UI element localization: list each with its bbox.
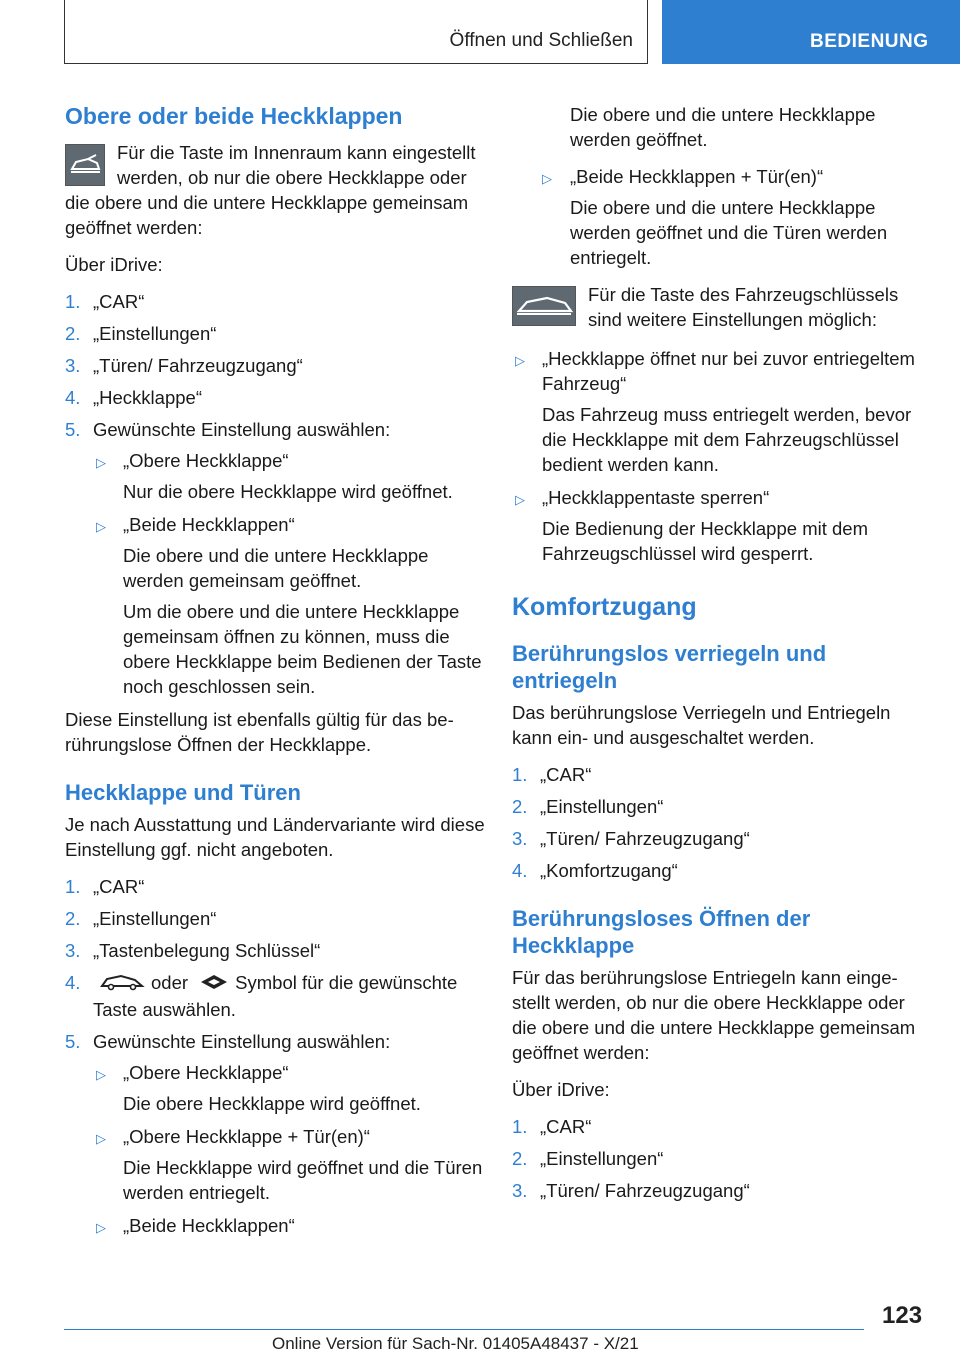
list-item[interactable]: 5. Gewünschte Einstellung auswählen: ▷ „Obere Heckklappe“ Nur die obere Heckklappe wird geöffnet. ▷ „Beide Heckklappen“ Die obere und die untere Heckklappe werden gemeinsam geöffnet. Um die obere und die untere Heckklappe gemeinsam öffnen zu können, muss die obere Heckklappe beim Bedienen der Taste noch geschlossen sein. <box>65 417 485 699</box>
list-item[interactable]: 3. „Türen/ Fahrzeugzugang“ <box>512 1180 750 1201</box>
steps-list-1 <box>65 289 485 699</box>
sub-item[interactable]: ▷ „Beide Heckklappen“ <box>93 1213 485 1238</box>
key-text: Für die Taste des Fahrzeugschlüssels sind weitere Einstellungen möglich: <box>588 284 899 330</box>
footer-divider <box>64 1329 864 1330</box>
sub-list-1 <box>93 448 485 699</box>
after-paragraph: Diese Einstellung ist ebenfalls gültig für das berührungslose Öffnen der Heckklappe. <box>65 709 454 755</box>
triangle-bullet-icon: ▷ <box>96 455 106 470</box>
key-tailgate-icon <box>512 286 576 326</box>
triangle-bullet-icon: ▷ <box>96 1131 106 1147</box>
intro4-paragraph: Für das berührungslose Entriegeln kann eingestellt werden, ob nur die obere Heckklappe oder die obere und die untere Heckklappe gemeinsam geöffnet werden: <box>512 967 916 1063</box>
via-idrive: Über iDrive: <box>65 254 163 275</box>
triangle-bullet-icon: ▷ <box>96 1220 106 1236</box>
sub-item[interactable]: ▷ „Heckklappentaste sperren“ Die Bedienung der Heckklappe mit dem Fahrzeugschlüssel wird gesperrt. <box>515 487 868 564</box>
list-item[interactable]: 2. „Einstellungen“ <box>512 796 664 817</box>
list-item[interactable]: 1. „CAR“ <box>512 764 592 785</box>
triangle-bullet-icon: ▷ <box>96 1067 106 1083</box>
tailgate-button-icon <box>65 144 105 186</box>
list-item[interactable]: 1. „CAR“ <box>65 291 145 312</box>
sub-item[interactable]: ▷ „Heckklappe öffnet nur bei zuvor entriegeltem Fahrzeug“ Das Fahrzeug muss entriegelt werden, bevor die Heckklappe mit dem Fahrzeugschlüssel bedient werden kann. <box>515 348 915 475</box>
left-column <box>65 102 485 1246</box>
list-item[interactable]: 2. „Einstellungen“ <box>512 1148 664 1169</box>
car-outline-icon <box>99 971 145 997</box>
online-version-text: Online Version für Sach-Nr. 01405A48437 - X/21 <box>272 1334 639 1353</box>
steps-list-2 <box>65 874 485 1238</box>
sub-item[interactable]: ▷ „Beide Heckklappen + Tür(en)“ Die obere und die untere Heckklappe werden geöffnet und die Türen werden entriegelt. <box>542 166 888 268</box>
steps-list-3 <box>512 762 927 883</box>
sub-item[interactable]: ▷ „Obere Heckklappe“ Die obere Heckklappe wird geöffnet. <box>96 1062 421 1115</box>
sub-list-2 <box>93 1060 485 1238</box>
triangle-bullet-icon: ▷ <box>515 353 525 368</box>
intro3-paragraph: Das berührungslose Verriegeln und Entriegeln kann ein- und ausgeschaltet werden. <box>512 702 891 748</box>
list-item[interactable]: 3. „Tastenbelegung Schlüssel“ <box>65 940 321 961</box>
chapter-tab-label: BEDIENUNG <box>810 31 929 52</box>
list-item[interactable]: 3. „Türen/ Fahrzeugzugang“ <box>65 355 303 376</box>
triangle-bullet-icon: ▷ <box>96 519 106 534</box>
section-title: Öffnen und Schließen <box>449 30 633 51</box>
heading-heckklappe-tueren: Heckklappe und Türen <box>65 780 301 805</box>
list-item[interactable]: 4. „Heckklappe“ <box>65 387 202 408</box>
diamond-key-icon <box>199 972 229 997</box>
intro2-paragraph: Je nach Ausstattung und Ländervariante wird diese Einstellung ggf. nicht angeboten. <box>65 814 485 860</box>
heading-beruehrungslos: Berührungslos verriegeln und entriegeln <box>512 641 827 693</box>
sub-item[interactable]: ▷ „Obere Heckklappe + Tür(en)“ Die Heckklappe wird geöffnet und die Türen werden entriegelt. <box>96 1126 483 1204</box>
list-item[interactable]: 2. „Einstellungen“ <box>65 323 217 344</box>
heading-komfortzugang: Komfortzugang <box>512 593 697 621</box>
list-item[interactable]: 4. oder Symbol für die gewünschte Taste auswählen. <box>65 972 458 1021</box>
page-number: 123 <box>882 1302 923 1329</box>
list-item[interactable]: 4. „Komfortzugang“ <box>512 860 678 881</box>
steps-list-4 <box>512 1114 927 1203</box>
sub-list-3 <box>512 346 927 566</box>
triangle-bullet-icon: ▷ <box>542 171 552 186</box>
list-item[interactable]: 1. „CAR“ <box>512 1116 592 1137</box>
list-item[interactable]: 5. Gewünschte Einstellung auswählen: ▷ „Obere Heckklappe“ Die obere Heckklappe wird geöffnet. ▷ „Obere Heckklappe + Tür(en)“ Die Heckklappe wird geöffnet und die Türen werden entriegelt. ▷ „Beide Heckklappen“ <box>65 1029 485 1238</box>
sub-item[interactable]: ▷ „Obere Heckklappe“ Nur die obere Heckklappe wird geöffnet. <box>96 450 453 502</box>
heading-obere-oder-beide: Obere oder beide Heckklappen <box>65 103 403 129</box>
sub-item[interactable]: ▷ „Beide Heckklappen“ Die obere und die untere Heckklappe werden gemeinsam geöffnet. Um die obere und die untere Heckklappe gemeinsam öffnen zu können, muss die obere Heckklappe beim Bedienen der Taste noch geschlossen sein. <box>96 514 482 697</box>
intro-paragraph: Für die Taste im Innenraum kann eingestellt werden, ob nur die obere Heckklappe oder die obere und die untere Heckklappe gemeinsam geöffnet werden: <box>65 142 476 238</box>
right-column <box>512 102 927 1210</box>
chapter-tab[interactable] <box>662 0 960 64</box>
list-item[interactable]: 3. „Türen/ Fahrzeugzugang“ <box>512 828 750 849</box>
list-item[interactable]: 1. „CAR“ <box>65 876 145 897</box>
list-item[interactable]: 2. „Einstellungen“ <box>65 908 217 929</box>
via-idrive-right: Über iDrive: <box>512 1079 610 1100</box>
header-box <box>64 0 648 64</box>
heading-beruehrungsloses-oeffnen: Berührungsloses Öffnen der Heckklappe <box>512 906 811 958</box>
triangle-bullet-icon: ▷ <box>515 492 525 507</box>
continued-paragraph: Die obere und die untere Heckklappe werden geöffnet. <box>570 104 876 150</box>
